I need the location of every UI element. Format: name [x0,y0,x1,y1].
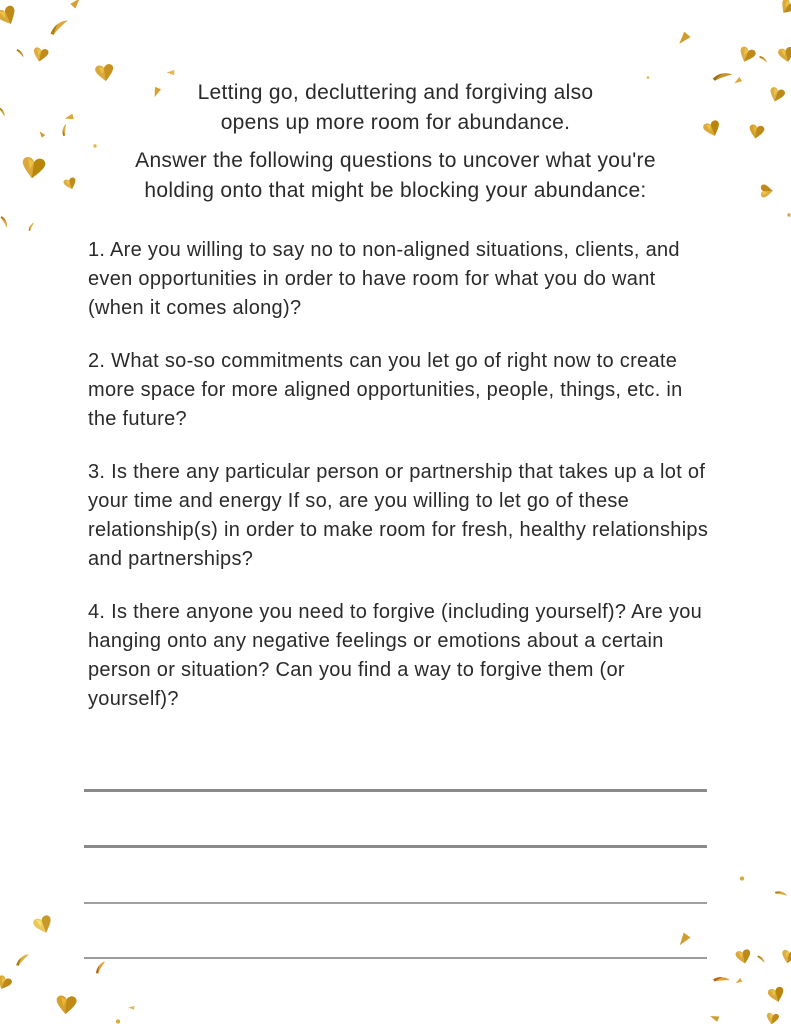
confetti-heart-icon [764,1011,781,1024]
question-list [88,236,716,738]
question-3: 3. Is there any particular person or partnership that takes up a lot of your time and energy If so, are you willing to let go of these relationship(s) in order to make room for fresh, healthy relationships and partnerships? [88,461,709,570]
confetti-ribbon-icon [0,215,13,229]
confetti-shard-icon [675,27,693,48]
answer-line [84,957,707,959]
confetti-dot-icon [740,868,745,886]
confetti-ribbon-icon [11,45,31,60]
answer-line [84,902,707,904]
question-4: 4. Is there anyone you need to forgive (including yourself)? Are you hanging onto any negative feelings or emotions about a certain person or situation? Can you find a way to forgive them (or yourself)? [88,601,703,710]
page-title-line-1: Letting go, decluttering and forgiving also [197,81,594,104]
answer-line [84,845,707,848]
confetti-shard-icon [68,0,84,14]
answer-line [84,789,707,792]
confetti-heart-icon [778,948,791,971]
confetti-shard-icon [674,928,693,950]
confetti-heart-icon [765,984,788,1010]
confetti-heart-icon [53,993,78,1021]
confetti-ribbon-icon [770,883,791,905]
confetti-heart-icon [0,2,23,34]
confetti-ribbon-icon [22,216,41,236]
confetti-shard-icon [706,1008,726,1024]
confetti-heart-icon [776,44,791,69]
confetti-dot-icon [787,204,791,222]
confetti-shard-icon [125,997,140,1015]
confetti-ribbon-icon [754,51,775,68]
page-title [0,78,791,138]
intro-line-1: Answer the following questions to uncover what you're [135,149,656,172]
confetti-heart-icon [30,912,58,942]
intro-instructions [0,146,791,206]
intro-line-2: holding onto that might be blocking your abundance: [144,179,647,202]
confetti-ribbon-icon [709,969,732,992]
question-1: 1. Are you willing to say no to non-aligned situations, clients, and even opportunities in order to have room for what you do want (when it comes along)? [88,239,680,319]
confetti-ribbon-icon [752,951,772,967]
confetti-ribbon-icon [47,18,73,41]
confetti-heart-icon [30,45,51,69]
confetti-ribbon-icon [12,950,34,972]
confetti-dot-icon [116,1011,121,1024]
confetti-heart-icon [773,0,791,22]
question-2: 2. What so-so commitments can you let go of right now to create more space for more aligned opportunities, people, things, etc. in the future? [88,350,683,430]
page-title-line-2: opens up more room for abundance. [220,111,571,134]
confetti-heart-icon [0,973,14,998]
confetti-ribbon-icon [90,956,112,979]
confetti-heart-icon [734,947,755,971]
confetti-heart-icon [734,43,759,70]
confetti-shard-icon [736,970,743,988]
